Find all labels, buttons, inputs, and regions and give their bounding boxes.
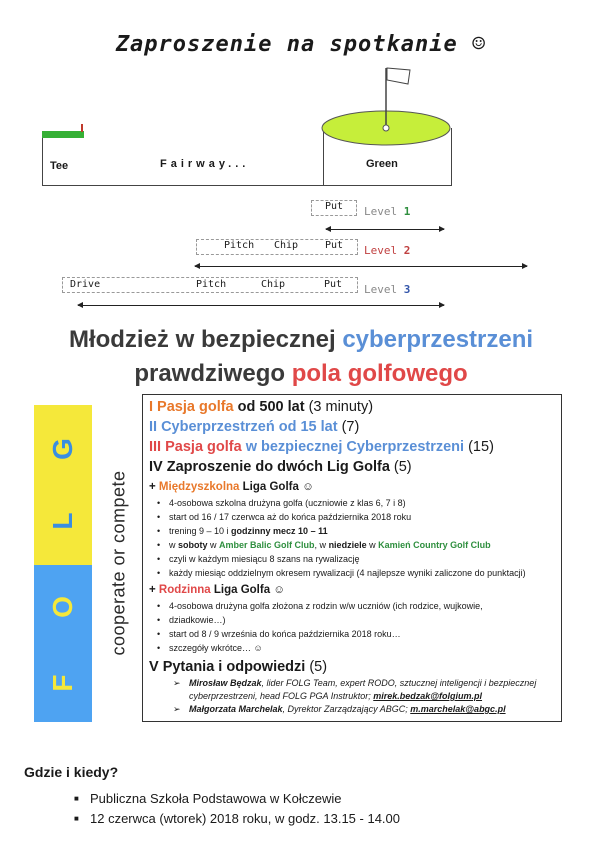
- headline-line2: prawdziwego pola golfowego: [134, 360, 468, 387]
- list-item: • 4-osobowa drużyna golfa złożona z rodzin w/w uczniów (ich rodzice, wujkowie,: [149, 599, 555, 613]
- contact-email-link[interactable]: mirek.bedzak@folgium.pl: [373, 691, 483, 701]
- agenda-item-4: IV Zaproszenie do dwóch Lig Golfa (5): [149, 459, 412, 475]
- level3-put: Put: [324, 279, 343, 290]
- level3-arrow: [78, 305, 444, 306]
- contact-item: ➢ Małgorzata Marchelak, Dyrektor Zarządzający ABGC; m.marchelak@abgc.pl: [149, 703, 555, 716]
- league-family-heading: + Rodzinna Liga Golfa ☺: [149, 584, 286, 596]
- tee-label: Tee: [50, 160, 69, 172]
- level3-label: Level 3: [364, 283, 411, 296]
- level3-chip: Chip: [261, 279, 286, 290]
- list-item: • 4-osobowa szkolna drużyna golfa (uczniowie z klas 6, 7 i 8): [149, 496, 555, 510]
- cooperate-or-compete: cooperate or compete: [108, 470, 129, 656]
- tee-flag-icon: [81, 124, 83, 132]
- tee-bar: [42, 131, 84, 138]
- agenda-item-1: I Pasja golfa od 500 lat (3 minuty): [149, 399, 374, 415]
- page-title: Zaproszenie na spotkanie ☺: [115, 32, 487, 57]
- level3-pitch: Pitch: [196, 279, 227, 290]
- headline-line1: Młodzież w bezpiecznej cyberprzestrzeni: [68, 326, 534, 353]
- hole-baseline: [42, 185, 452, 186]
- folg-sidebar: [34, 405, 92, 722]
- level2-label: Level 2: [364, 244, 411, 257]
- league-interschool-heading: + Międzyszkolna Liga Golfa ☺: [149, 481, 314, 493]
- level2-chip: Chip: [274, 240, 299, 251]
- list-item: • szczegóły wkrótce… ☺: [149, 641, 555, 655]
- folg-letter-g: G: [47, 438, 78, 460]
- list-item: • w soboty w Amber Balic Golf Club, w niedziele w Kamień Country Golf Club: [149, 538, 555, 552]
- list-item: • start od 16 / 17 czerwca aż do końca października 2018 roku: [149, 510, 555, 524]
- green-flag-icon: [318, 56, 458, 146]
- level3-drive: Drive: [70, 279, 101, 290]
- level1-put: Put: [325, 201, 344, 212]
- list-item: ■ 12 czerwca (wtorek) 2018 roku, w godz. 13.15 - 14.00: [90, 811, 400, 826]
- agenda-box: [142, 394, 562, 722]
- list-item-continuation: • dziadkowie…): [149, 613, 555, 627]
- list-item: • czyli w każdym miesiącu 8 szans na rywalizację: [149, 552, 555, 566]
- level2-put: Put: [325, 240, 344, 251]
- agenda-item-5: V Pytania i odpowiedzi (5): [149, 659, 328, 675]
- level2-arrow: [195, 266, 527, 267]
- fairway-label: Fairway...: [160, 158, 250, 170]
- folg-letter-o: O: [47, 596, 78, 618]
- list-item: • start od 8 / 9 września do końca października 2018 roku…: [149, 627, 555, 641]
- agenda-item-3: III Pasja golfa w bezpiecznej Cyberprzestrzeni (15): [149, 439, 494, 455]
- list-item: • trening 9 – 10 i godzinny mecz 10 – 11: [149, 524, 555, 538]
- contact-item: ➢ Mirosław Będzak, lider FOLG Team, expert RODO, sztucznej inteligencji i bezpiecznej cyberprzestrzeni, head FOLG PGA Instruktor; mirek.bedzak@folgium.pl: [149, 677, 555, 703]
- contact-email-link[interactable]: m.marchelak@abgc.pl: [410, 704, 506, 714]
- level1-arrow: [326, 229, 444, 230]
- level2-pitch: Pitch: [224, 240, 255, 251]
- list-item: • każdy miesiąc oddzielnym okresem rywalizacji (4 najlepsze wyniki zaliczone do punktacji): [149, 566, 555, 580]
- level1-label: Level 1: [364, 205, 411, 218]
- tee-divider: [42, 138, 43, 186]
- agenda-item-2: II Cyberprzestrzeń od 15 lat (7): [149, 419, 360, 435]
- list-item: ■ Publiczna Szkoła Podstawowa w Kołczewie: [90, 791, 341, 806]
- green-label: Green: [366, 158, 398, 170]
- folg-letter-f: F: [47, 674, 78, 692]
- folg-letter-l: L: [47, 512, 78, 530]
- where-when-heading: Gdzie i kiedy?: [24, 764, 119, 780]
